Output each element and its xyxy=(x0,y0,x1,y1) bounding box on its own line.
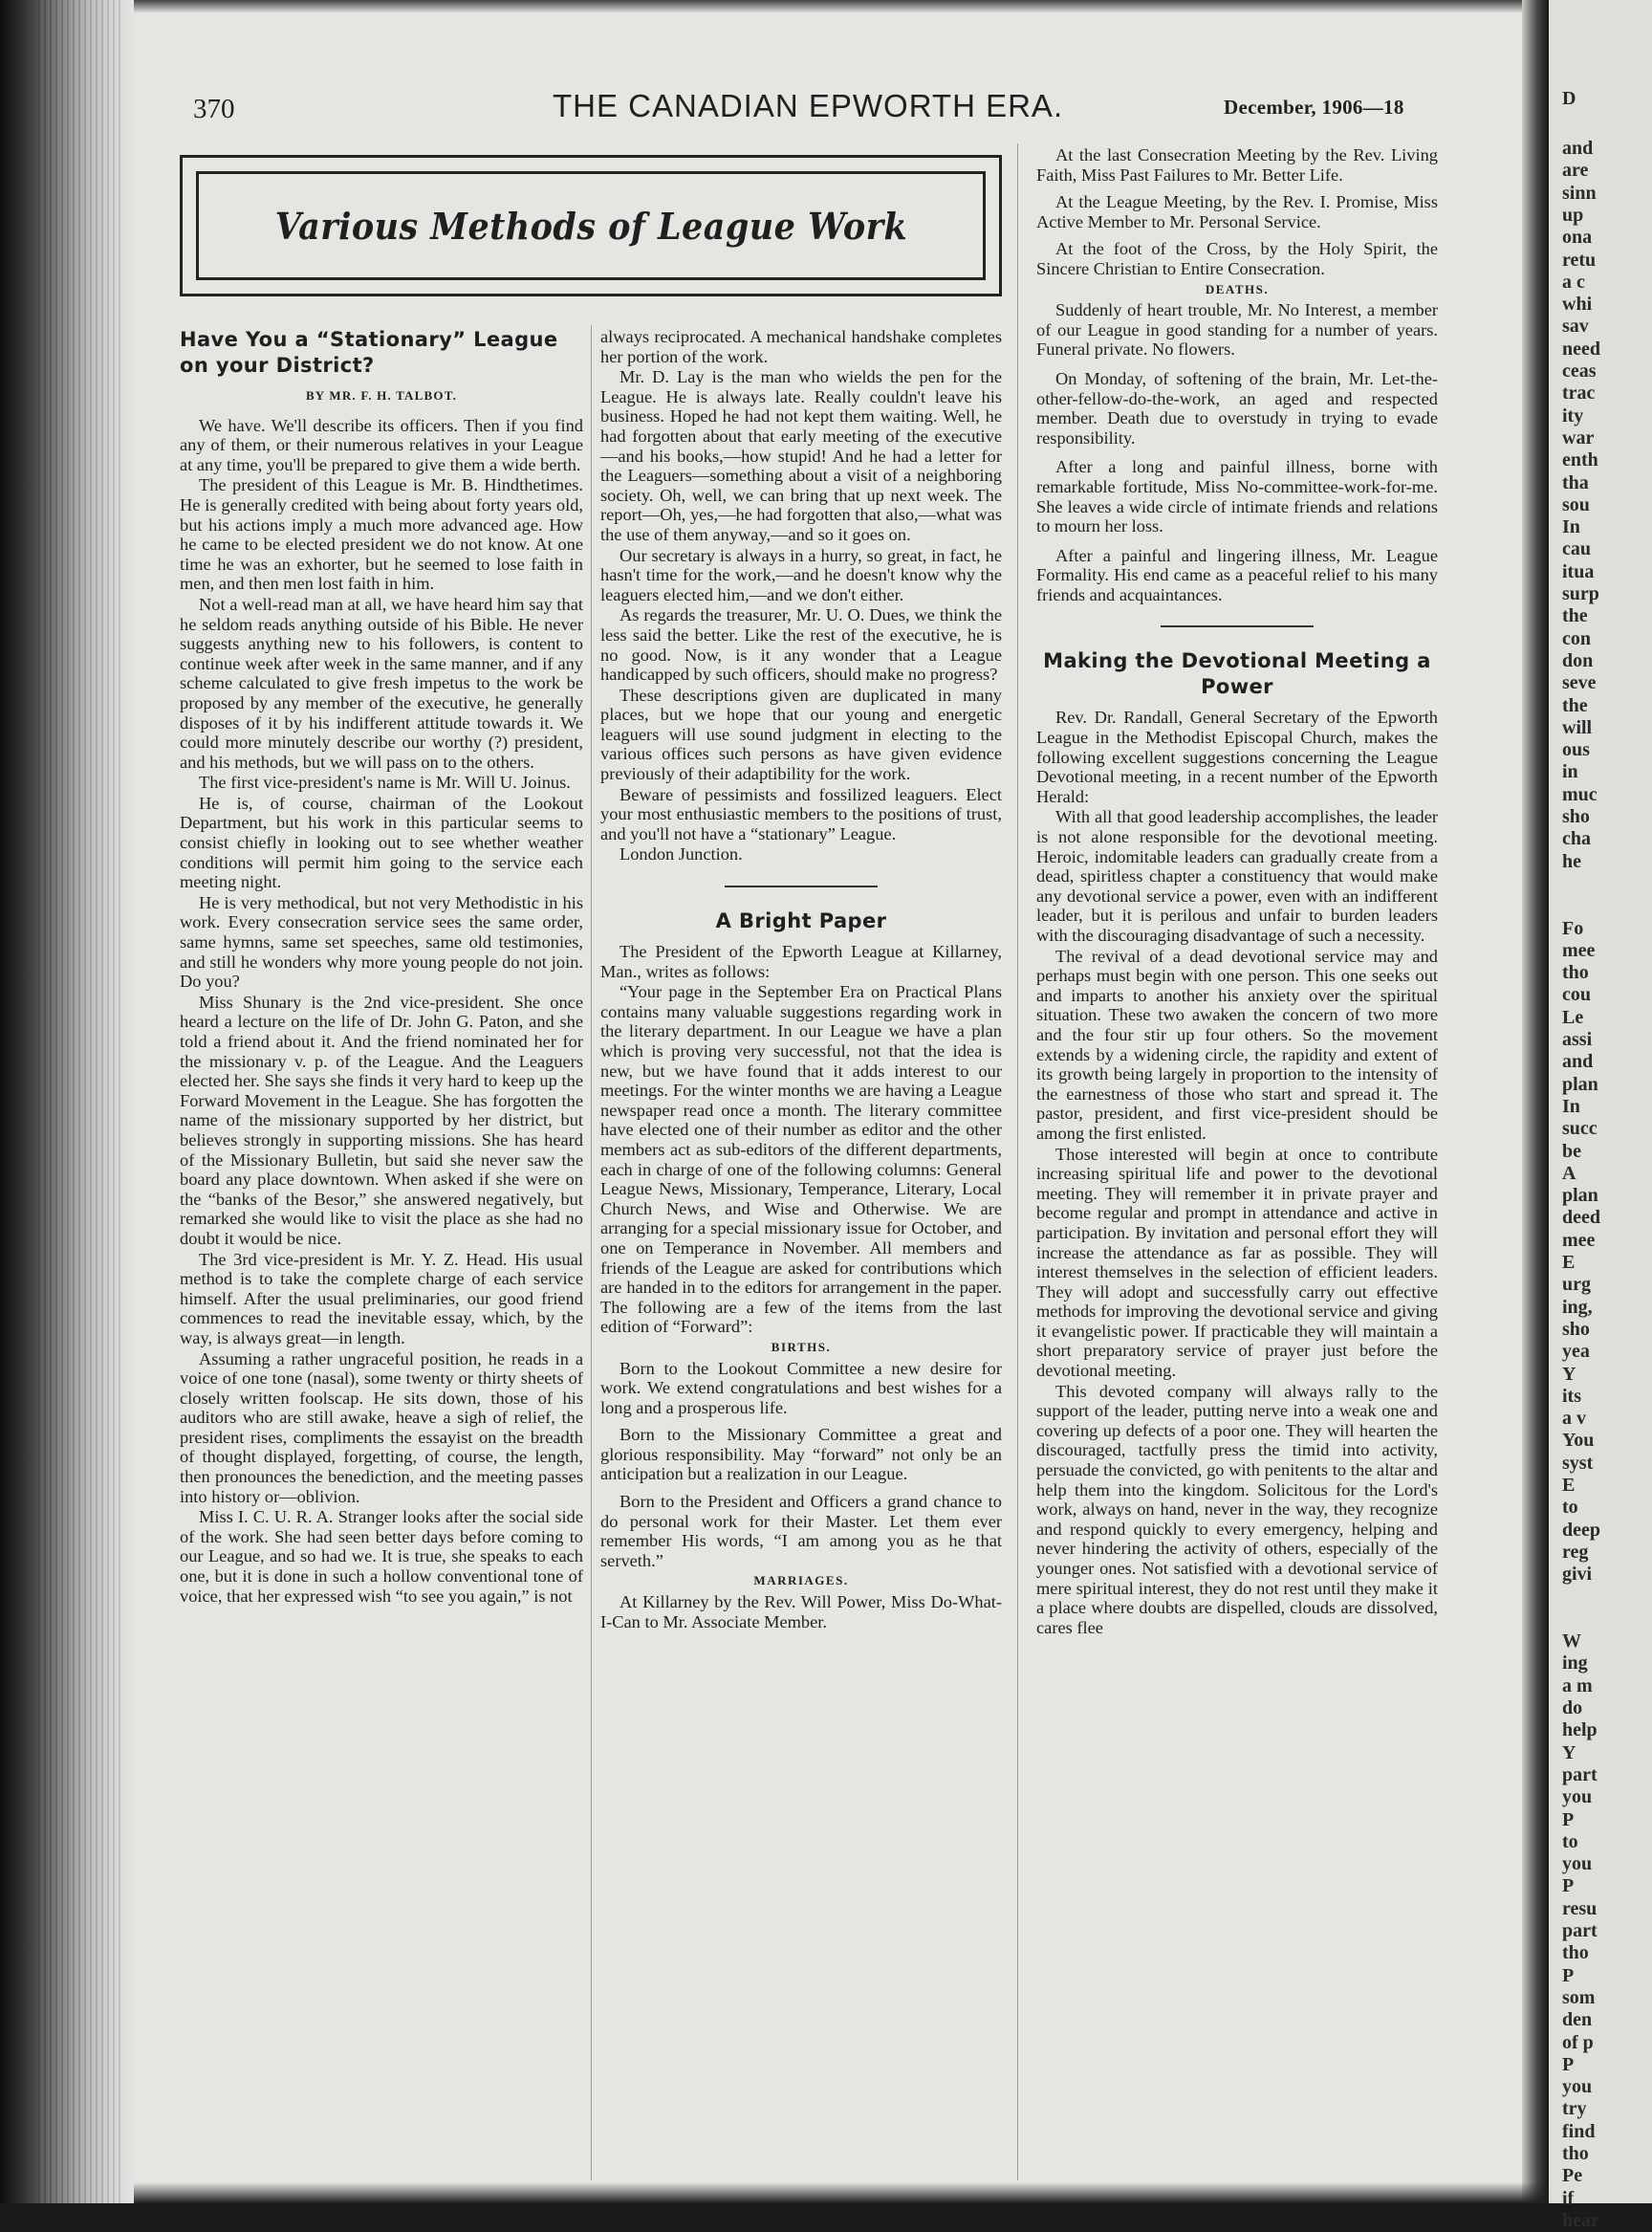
feature-title-frame xyxy=(196,171,986,280)
article2-paragraph: “Your page in the September Era on Practical Plans contains many valuable suggestions regarding work in the literary department. In our League we have a plan which is proving very successful, not that the idea is new, but we have found that it adds interest to our meetings. For the winter months we are having a League newspaper read once a month. The literary committee have elected one of their number as editor and the other members act as sub-editors of the different departments, each in charge of one of the following columns: General League News, Missionary, Temperance, Literary, Local Church News, and Wise and Otherwise. We are arranging for a special missionary issue for October, and one on Temperance in November. All members and friends of the League are asked for contributions which are handed in to the editors for arrangement in the paper. The following are a few of the items from the last edition of “Forward”: xyxy=(600,982,1002,1337)
next-page-fragment: if xyxy=(1562,2187,1575,2209)
article2-paragraph: The President of the Epworth League at Killarney, Man., writes as follows: xyxy=(600,942,1002,981)
next-page-fragment: enth xyxy=(1562,449,1598,471)
next-page-fragment: You xyxy=(1562,1430,1595,1452)
next-page-fragment: ing, xyxy=(1562,1296,1593,1318)
next-page-fragment: its xyxy=(1562,1385,1581,1407)
next-page-fragment: ous xyxy=(1562,739,1590,761)
article1-paragraph: Miss Shunary is the 2nd vice-president. She once heard a lecture on the life of Dr. John G. Paton, and she told a friend about it. And the friend nominated her for the missionary v. p. of the League. And the Leaguers elected her. She says she finds it very hard to keep up the Forward Movement in the League. She has forgotten the name of the missionary supported by her district, but believes strongly in supporting missions. She has heard of the Missionary Bulletin, but said she never saw the board any place downtown. When asked if she were on the “banks of the Besor,” she answered negatively, but remarked she would like to visit the place as she had no doubt it would be nice. xyxy=(180,992,583,1248)
next-page-fragment: cha xyxy=(1562,828,1591,850)
next-page-fragment: to xyxy=(1562,1830,1578,1852)
birth-notice: Born to the President and Officers a grand chance to do personal work for their Master. Let them ever remember His words, “I am among you as he that serveth.” xyxy=(600,1492,1002,1570)
page-gutter xyxy=(1522,0,1549,2203)
next-page-fragment: sho xyxy=(1562,806,1590,827)
section-divider xyxy=(1161,625,1314,627)
next-page-fragment: tho xyxy=(1562,962,1589,984)
next-page-fragment: surp xyxy=(1562,583,1599,604)
next-page-fragment: In xyxy=(1562,516,1580,538)
next-page-fragment: ity xyxy=(1562,405,1584,427)
next-page-fragment: will xyxy=(1562,716,1593,738)
next-page-fragment: Fo xyxy=(1562,917,1584,939)
next-page-fragment: E xyxy=(1562,1475,1576,1496)
next-page-fragment: and xyxy=(1562,1051,1594,1073)
next-page-fragment: ceas xyxy=(1562,361,1597,382)
next-page-fragment: part xyxy=(1562,1763,1598,1785)
next-page-fragment: are xyxy=(1562,160,1589,182)
article3-paragraph: With all that good leadership accomplishes, the leader is not alone responsible for the devotional meeting. Heroic, indomitable leaders can gradually create from a dead, spiritless chapter a constituency that would make any devotional service a power, even with an indifferent leader, but it is perilous and unfair to burden leaders with the discouraging disadvantage of such a necessity. xyxy=(1036,807,1438,945)
book-binding xyxy=(0,0,134,2203)
next-page-fragment: tho xyxy=(1562,1942,1589,1964)
death-notice: Suddenly of heart trouble, Mr. No Interest, a member of our League in good standing for a number of years. Funeral private. No flowers. xyxy=(1036,300,1438,360)
next-page-fragment: ona xyxy=(1562,227,1593,249)
next-page-fragment: the xyxy=(1562,605,1588,627)
next-page-fragment: givi xyxy=(1562,1564,1593,1586)
next-page-fragment: resu xyxy=(1562,1897,1598,1919)
next-page-fragment: Le xyxy=(1562,1006,1584,1028)
next-page-fragment: a m xyxy=(1562,1674,1593,1696)
article1-paragraph: Beware of pessimists and fossilized leaguers. Elect your most enthusiastic members to the positions of trust, and you'll not have a “stationary” League. xyxy=(600,784,1002,843)
next-page-fragment: in xyxy=(1562,761,1578,783)
magazine-page xyxy=(134,0,1522,2203)
article3-paragraph: Those interested will begin at once to contribute increasing spiritual life and power to the devotional meeting. They will remember it in private prayer and become regular and prompt in attendance and active in participation. By invitation and personal effort they will increase the attendance as far as possible. They will interest themselves in the selection of efficient leaders. They will adopt and successfully carry out effective methods for improving the devotional service and giving it evangelistic power. If practicable they will maintain a short preparatory service of prayer just before the devotional meeting. xyxy=(1036,1144,1438,1381)
next-page-fragment: W xyxy=(1562,1630,1581,1652)
article1-paragraph: The 3rd vice-president is Mr. Y. Z. Head. His usual method is to take the complete charge of each service himself. After the usual preliminaries, our good friend commences to read the inevitable essay, which, by the way, is always great—in length. xyxy=(180,1249,583,1347)
journal-title: THE CANADIAN EPWORTH ERA. xyxy=(553,88,1064,123)
next-page-fragment: E xyxy=(1562,1252,1576,1273)
article3-paragraph: This devoted company will always rally to the support of the leader, putting nerve into a weak one and covering up defects of a poor one. They will hearten the discouraged, tactfully press the timid into activity, persuade the convicted, go with penitents to the altar and help them into the kingdom. Solicitous for the Lord's work, always on hand, never in the way, they recognize and respond quickly to every emergency, helping and never hindering the activity of others, especially of the younger ones. Not satisfied with a devotional service of mere spiritual interest, they do not rest until they make it a place where doubts are dispelled, clouds are dissolved, cares flee xyxy=(1036,1381,1438,1637)
marriage-notice: At Killarney by the Rev. Will Power, Miss Do-What-I-Can to Mr. Associate Member. xyxy=(600,1592,1002,1631)
next-page-fragment: sho xyxy=(1562,1318,1590,1340)
death-notice: After a long and painful illness, borne with remarkable fortitude, Miss No-committee-work-for-me. She leaves a wide circle of intimate friends and relations to mourn her loss. xyxy=(1036,457,1438,536)
next-page-fragment: D xyxy=(1562,88,1576,109)
article1-paragraph: Assuming a rather ungraceful position, he reads in a voice of one tone (nasal), some twenty or thirty sheets of closely written foolscap. He sits down, those of his auditors who are still awake, heave a sigh of relief, the president rises, compliments the essayist on the breadth of thought displayed, forgetting, of course, the length, then pronounces the benediction, and the meeting passes into history or—oblivion. xyxy=(180,1348,583,1506)
column-rule-1 xyxy=(591,325,592,2180)
next-page-fragment: muc xyxy=(1562,783,1598,805)
next-page-fragment: sav xyxy=(1562,316,1589,338)
page-number: 370 xyxy=(193,94,235,124)
next-page-fragment: deed xyxy=(1562,1207,1600,1229)
article1-paragraph: He is very methodical, but not very Methodistic in his work. Every consecration service sees the same order, same hymns, same set speeches, same old testimonies, and still he wonders why more young people do not join. Do you? xyxy=(180,892,583,992)
next-page-fragment: In xyxy=(1562,1095,1580,1117)
marriages-heading: MARRIAGES. xyxy=(753,1573,849,1588)
article1-paragraph: These descriptions given are duplicated in many places, but we hope that our young and energetic leaguers will use sound judgment in electing to the various offices such persons as have given evidence previously of their adaptibility for the work. xyxy=(600,685,1002,784)
next-page-fragment: you xyxy=(1562,1853,1593,1875)
next-page-fragment: tho xyxy=(1562,2143,1589,2164)
article1-byline: BY MR. F. H. TALBOT. xyxy=(305,388,458,403)
deaths-heading: DEATHS. xyxy=(1205,281,1270,296)
article1-signoff: London Junction. xyxy=(620,844,743,864)
next-page-fragment: tha xyxy=(1562,471,1589,493)
article1-paragraph: As regards the treasurer, Mr. U. O. Dues, we think the less said the better. Like the rest of the executive, he is no good. Now, is it any wonder that a League handicapped by such officers, should make no progress? xyxy=(600,605,1002,685)
next-page-fragment: and xyxy=(1562,138,1594,159)
article1-paragraph: Mr. D. Lay is the man who wields the pen for the League. He is always late. Really couldn't leave his business. Hoped he had not kept them waiting. Well, he had forgotten about that early meeting of the executive—and his books,—how stupid! And he had a letter for the Leaguers—something about a visit of a neighboring society. Oh, well, we can bring that up next week. The report—Oh, yes,—he had forgotten that also,—what was the use of them anyway,—and so it goes on. xyxy=(600,367,1002,544)
birth-notice: Born to the Missionary Committee a great and glorious responsibility. May “forward” not only be an anticipation but a realization in our League. xyxy=(600,1425,1002,1484)
article3-title: Making the Devotional Meeting a Power xyxy=(1043,649,1431,699)
marriage-notice: At the League Meeting, by the Rev. I. Promise, Miss Active Member to Mr. Personal Service. xyxy=(1036,192,1438,231)
next-page-fragment: plan xyxy=(1562,1073,1598,1095)
marriage-notice: At the last Consecration Meeting by the Rev. Living Faith, Miss Past Failures to Mr. Better Life. xyxy=(1036,145,1438,185)
next-page-fragment: you xyxy=(1562,1786,1593,1808)
next-page-fragment: don xyxy=(1562,649,1594,671)
article2-title: A Bright Paper xyxy=(715,909,887,933)
next-page-fragment: cou xyxy=(1562,984,1591,1006)
article1-paragraph: He is, of course, chairman of the Lookout Department, but his work in this particular seems to consist chiefly in looking out to see whether weather conditions will permit him going to the service each meeting night. xyxy=(180,793,583,892)
next-page-fragment: whi xyxy=(1562,294,1593,316)
next-page-fragment: to xyxy=(1562,1497,1578,1519)
next-page-fragment: help xyxy=(1562,1719,1598,1741)
next-page-fragment: of p xyxy=(1562,2031,1594,2053)
article1-paragraph: Miss I. C. U. R. A. Stranger looks after the social side of the work. She had seen better days before coming to our League, and so had we. It is true, she speaks to each one, but it is done in such a hollow conventional tone of voice, that her expressed wish “to see you again,” is not xyxy=(180,1507,583,1606)
next-page-edge xyxy=(1549,0,1652,2231)
next-page-fragment: succ xyxy=(1562,1118,1598,1140)
next-page-fragment: Pe xyxy=(1562,2165,1583,2187)
birth-notice: Born to the Lookout Committee a new desire for work. We extend congratulations and best wishes for a long and a prosperous life. xyxy=(600,1358,1002,1417)
next-page-fragment: seve xyxy=(1562,672,1597,694)
next-page-fragment: itua xyxy=(1562,560,1595,582)
column-2 xyxy=(600,327,1002,1631)
next-page-fragment: sou xyxy=(1562,493,1590,515)
next-page-fragment: need xyxy=(1562,338,1600,360)
next-page-fragment: he xyxy=(1562,850,1581,872)
section-divider xyxy=(725,886,878,887)
next-page-fragment: reg xyxy=(1562,1541,1589,1563)
births-heading: BIRTHS. xyxy=(771,1339,832,1354)
next-page-fragment: Y xyxy=(1562,1363,1576,1385)
next-page-fragment: try xyxy=(1562,2098,1587,2120)
next-page-fragment: assi xyxy=(1562,1029,1593,1050)
next-page-fragment: yea xyxy=(1562,1341,1590,1363)
next-page-fragment: find xyxy=(1562,2120,1596,2142)
marriage-notice: At the foot of the Cross, by the Holy Spirit, the Sincere Christian to Entire Consecration. xyxy=(1036,239,1438,278)
next-page-fragment: hear xyxy=(1562,2209,1599,2231)
next-page-fragment: up xyxy=(1562,204,1584,226)
article1-title: Have You a “Stationary” League on your District? xyxy=(180,328,558,377)
article1-paragraph: Not a well-read man at all, we have heard him say that he seldom reads anything outside of his Bible. He never suggests anything new to his followers, is content to continue week after week in the same manner, and if any scheme calculated to give fresh impetus to the work be proposed by any member of the executive, he generally disposes of it by his indifferent attitude towards it. We could more minutely describe our worthy (?) president, and his methods, but we will pass on to the others. xyxy=(180,594,583,772)
feature-title-box xyxy=(180,155,1002,296)
column-1 xyxy=(180,327,583,1606)
next-page-fragment: con xyxy=(1562,627,1591,649)
issue-date: December, 1906—18 xyxy=(1224,96,1404,119)
death-notice: After a painful and lingering illness, Mr. League Formality. His end came as a peaceful relief to his many friends and acquaintances. xyxy=(1036,545,1438,604)
next-page-fragment: P xyxy=(1562,1875,1575,1897)
next-page-fragment: retu xyxy=(1562,249,1597,271)
next-page-fragment: P xyxy=(1562,1964,1575,1986)
next-page-fragment: mee xyxy=(1562,939,1596,961)
running-head xyxy=(134,88,1522,136)
next-page-fragment: plan xyxy=(1562,1185,1598,1207)
next-page-fragment: do xyxy=(1562,1697,1583,1718)
next-page-fragment: deep xyxy=(1562,1519,1600,1541)
next-page-fragment: P xyxy=(1562,2053,1575,2075)
column-3 xyxy=(1036,145,1438,1637)
next-page-fragment: a c xyxy=(1562,271,1585,293)
next-page-fragment: den xyxy=(1562,2009,1593,2031)
next-page-fragment: sinn xyxy=(1562,182,1597,204)
next-page-fragment: urg xyxy=(1562,1274,1591,1296)
next-page-fragment: be xyxy=(1562,1140,1581,1162)
next-page-fragment: mee xyxy=(1562,1229,1596,1251)
article3-paragraph: Rev. Dr. Randall, General Secretary of the Epworth League in the Methodist Episcopal Church, makes the following excellent suggestions concerning the League Devotional meeting, in a recent number of the Epworth Herald: xyxy=(1036,708,1438,806)
column-rule-2 xyxy=(1017,143,1018,2180)
next-page-fragment: A xyxy=(1562,1162,1576,1184)
next-page-fragment: cau xyxy=(1562,538,1591,560)
article3-paragraph: The revival of a dead devotional service may and perhaps must begin with one person. This one seeks out and imparts to another his anxiety over the spiritual situation. These two awaken the concern of two more and the four stir up four others. So the movement extends by a widening circle, the rapidity and extent of its growth being largely in proportion to the intensity of the earnestness of those who start and spread it. The pastor, president, and first vice-president should be among the first enlisted. xyxy=(1036,946,1438,1143)
feature-title: Various Methods of League Work xyxy=(274,204,907,248)
next-page-fragment: P xyxy=(1562,1808,1575,1830)
scan-shadow-top xyxy=(134,0,1522,13)
article1-paragraph: Our secretary is always in a hurry, so great, in fact, he hasn't time for the work,—and he doesn't know why the leaguers elected him,—and we don't either. xyxy=(600,545,1002,604)
next-page-fragment: som xyxy=(1562,1986,1596,2008)
next-page-fragment: trac xyxy=(1562,383,1596,405)
next-page-fragment: war xyxy=(1562,427,1595,449)
article1-paragraph: We have. We'll describe its officers. Then if you find any of them, or their numerous relatives in your League at any time, you'll be prepared to give them a wide berth. xyxy=(180,415,583,474)
next-page-fragment: part xyxy=(1562,1920,1598,1941)
article1-paragraph: always reciprocated. A mechanical handshake completes her portion of the work. xyxy=(600,327,1002,366)
next-page-fragment: syst xyxy=(1562,1452,1594,1474)
article1-paragraph: The first vice-president's name is Mr. Will U. Joinus. xyxy=(199,773,571,793)
article1-paragraph: The president of this League is Mr. B. Hindthetimes. He is generally credited with being about forty years old, but his actions imply a much more advanced age. How he came to be elected president we do not know. At one time he was an exhorter, but he seemed to lose faith in men, and then men lost faith in him. xyxy=(180,475,583,594)
next-page-fragment: the xyxy=(1562,694,1588,716)
death-notice: On Monday, of softening of the brain, Mr. Let-the-other-fellow-do-the-work, an aged and respected member. Death due to overstudy in trying to evade responsibility. xyxy=(1036,368,1438,448)
next-page-fragment: ing xyxy=(1562,1652,1588,1674)
scan-shadow-bottom xyxy=(134,2182,1549,2203)
next-page-fragment: you xyxy=(1562,2076,1593,2098)
next-page-fragment: a v xyxy=(1562,1408,1586,1430)
next-page-fragment: Y xyxy=(1562,1741,1576,1763)
